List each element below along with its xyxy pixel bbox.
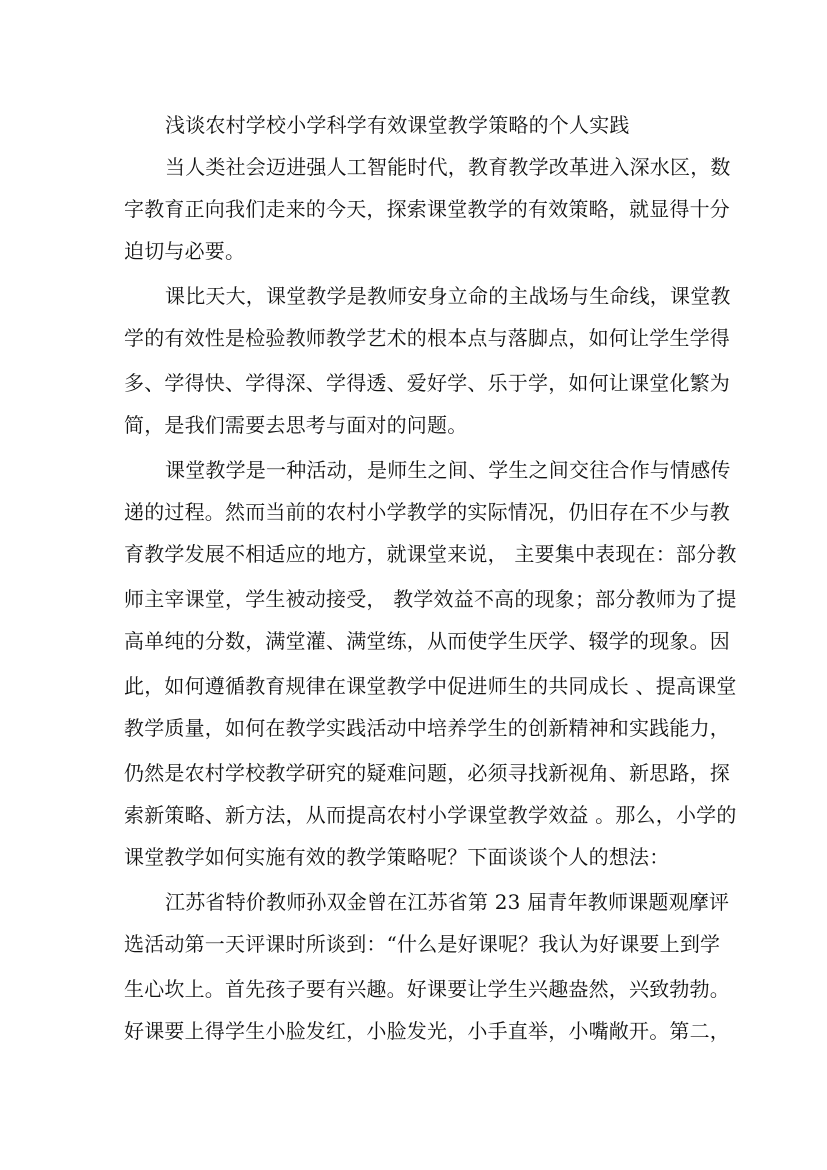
paragraph-3-line-3: 育教学发展不相适应的地方，就课堂来说， 主要集中表现在：部分教 <box>124 542 737 566</box>
paragraph-3-line-5: 高单纯的分数，满堂灌、满堂练，从而使学生厌学、辍学的现象。因 <box>124 629 730 653</box>
paragraph-4-line-2: 选活动第一天评课时所谈到：“什么是好课呢？我认为好课要上到学 <box>124 932 721 956</box>
paragraph-4-line-4: 好课要上得学生小脸发红，小脸发光，小手直举，小嘴敞开。第二， <box>124 1019 730 1043</box>
paragraph-4-line-1: 江苏省特价教师孙双金曾在江苏省第 23 届青年教师课题观摩评 <box>165 890 730 914</box>
paragraph-1-line-2: 字教育正向我们走来的今天，探索课堂教学的有效策略，就显得十分 <box>124 197 730 221</box>
paragraph-3-line-1: 课堂教学是一种活动，是师生之间、学生之间交往合作与情感传 <box>165 458 731 482</box>
paragraph-3-line-10: 课堂教学如何实施有效的教学策略呢？下面谈谈个人的想法： <box>124 845 670 869</box>
document-title: 浅谈农村学校小学科学有效课堂教学策略的个人实践 <box>165 113 630 137</box>
paragraph-1-line-3: 迫切与必要。 <box>124 239 246 263</box>
paragraph-1-line-1: 当人类社会迈进强人工智能时代，教育教学改革进入深水区，数 <box>165 155 731 179</box>
paragraph-2-line-4: 简，是我们需要去思考与面对的问题。 <box>124 413 468 437</box>
paragraph-2-line-1: 课比天大，课堂教学是教师安身立命的主战场与生命线，课堂教 <box>165 284 731 308</box>
paragraph-3-line-8: 仍然是农村学校教学研究的疑难问题，必须寻找新视角、新思路，探 <box>124 761 730 785</box>
paragraph-2-line-2: 学的有效性是检验教师教学艺术的根本点与落脚点，如何让学生学得 <box>124 326 730 350</box>
paragraph-3-line-4: 师主宰课堂，学生被动接受， 教学效益不高的现象；部分教师为了提 <box>124 587 737 611</box>
paragraph-3-line-7: 教学质量，如何在教学实践活动中培养学生的创新精神和实践能力， <box>124 716 730 740</box>
paragraph-2-line-3: 多、学得快、学得深、学得透、爱好学、乐于学，如何让课堂化繁为 <box>124 371 730 395</box>
paragraph-4-line-3: 生心坎上。首先孩子要有兴趣。好课要让学生兴趣盎然，兴致勃勃。 <box>124 977 730 1001</box>
paragraph-3-line-6: 此，如何遵循教育规律在课堂教学中促进师生的共同成长 、提高课堂 <box>124 674 737 698</box>
paragraph-3-line-2: 递的过程。然而当前的农村小学教学的实际情况，仍旧存在不少与教 <box>124 500 730 524</box>
paragraph-3-line-9: 索新策略、新方法，从而提高农村小学课堂教学效益 。那么，小学的 <box>124 803 737 827</box>
